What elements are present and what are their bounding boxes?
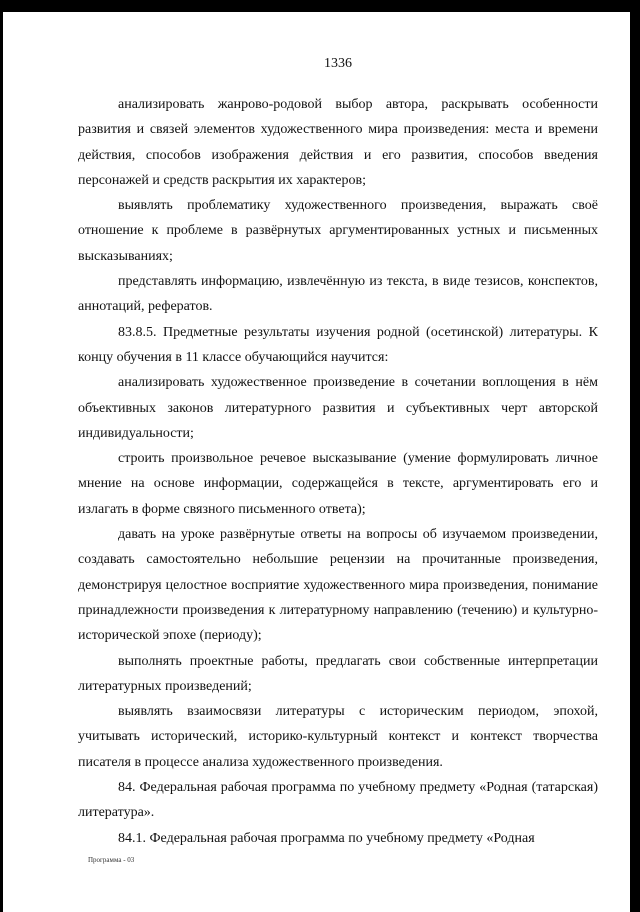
paragraph: выявлять проблематику художественного произведения, выражать своё отношение к проблеме в развёрнутых аргументированных устных и письменных высказываниях; <box>78 198 598 264</box>
paragraph: выполнять проектные работы, предлагать свои собственные интерпретации литературных произведений; <box>78 653 598 694</box>
page-number: 1336 <box>324 56 352 71</box>
paragraph: анализировать жанрово-родовой выбор автора, раскрывать особенности развития и связей элементов художественного мира произведения: места и времени действия, способов изображения действия и его развития, способов введения персонажей и средств раскрытия их характеров; <box>78 97 598 188</box>
scan-left-edge <box>0 0 3 912</box>
scan-top-edge <box>0 0 640 12</box>
page-footer: Программа - 03 <box>88 856 135 864</box>
paragraph: давать на уроке развёрнутые ответы на вопросы об изучаемом произведении, создавать самостоятельно небольшие рецензии на прочитанные произведения, демонстрируя целостное восприятие художественного мира произведения, понимание принадлежности произведения к литературному направлению (течению) и культурно-исторической эпохе (периоду); <box>78 527 598 644</box>
scan-right-edge <box>630 0 640 912</box>
paragraph: анализировать художественное произведение в сочетании воплощения в нём объективных законов литературного развития и субъективных черт авторской индивидуальности; <box>78 375 598 441</box>
section-heading-paragraph: 84. Федеральная рабочая программа по учебному предмету «Родная (татарская) литература». <box>78 780 598 821</box>
paragraph: представлять информацию, извлечённую из текста, в виде тезисов, конспектов, аннотаций, рефератов. <box>78 274 598 315</box>
paragraph: выявлять взаимосвязи литературы с историческим периодом, эпохой, учитывать исторический, историко-культурный контекст и контекст творчества писателя в процессе анализа художественного произведения. <box>78 704 598 770</box>
paragraph: строить произвольное речевое высказывание (умение формулировать личное мнение на основе информации, содержащейся в тексте, аргументировать его и излагать в форме связного письменного ответа); <box>78 451 598 517</box>
document-page <box>78 54 598 851</box>
section-heading-paragraph: 84.1. Федеральная рабочая программа по учебному предмету «Родная <box>118 830 535 846</box>
section-heading-paragraph: 83.8.5. Предметные результаты изучения родной (осетинской) литературы. К концу обучения в 11 классе обучающийся научится: <box>78 324 598 365</box>
